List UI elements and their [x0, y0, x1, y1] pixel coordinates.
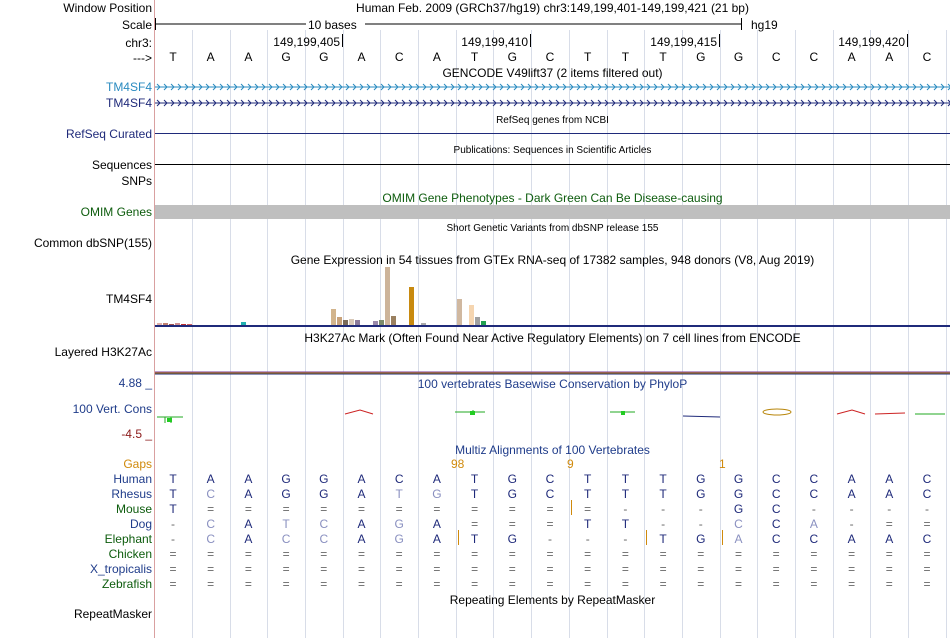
gtex-expression-chart[interactable]	[155, 265, 950, 329]
gtex-tissue-bar[interactable]	[349, 319, 354, 325]
alignment-base-dog: T	[584, 517, 592, 531]
alignment-base-dog: A	[432, 517, 441, 531]
alignment-base-elephant: A	[734, 532, 743, 546]
alignment-base-mouse: -	[925, 502, 929, 516]
alignment-base-dog: =	[471, 517, 479, 531]
alignment-base-dog: A	[357, 517, 366, 531]
alignment-base-mouse: =	[584, 502, 592, 516]
alignment-base-human: C	[545, 472, 555, 486]
alignment-base-elephant: T	[659, 532, 667, 546]
alignment-base-chicken: =	[282, 547, 290, 561]
sequences-line	[155, 164, 950, 165]
gencode-gene-label-2[interactable]: TM4SF4	[105, 96, 152, 110]
alignment-base-xtrop: =	[584, 562, 592, 576]
ruler-tick-label: 149,199,405	[273, 35, 340, 49]
alignment-base-elephant: A	[432, 532, 441, 546]
alignment-base-rhesus: G	[507, 487, 517, 501]
alignment-base-chicken: =	[320, 547, 328, 561]
gtex-track-label[interactable]: TM4SF4	[105, 292, 152, 306]
alignment-base-zebrafish: =	[697, 577, 705, 591]
reference-base: G	[696, 50, 706, 64]
alignment-base-mouse: T	[169, 502, 177, 516]
alignment-base-xtrop: =	[659, 562, 667, 576]
alignment-base-chicken: =	[357, 547, 365, 561]
reference-base: T	[470, 50, 479, 64]
alignment-base-rhesus: A	[847, 487, 856, 501]
conservation-track-title: 100 vertebrates Basewise Conservation by PhyloP	[417, 377, 688, 391]
chromosome-label: chr3:	[125, 36, 152, 50]
alignment-base-elephant: C	[281, 532, 291, 546]
alignment-base-rhesus: T	[584, 487, 592, 501]
gtex-tissue-bar[interactable]	[331, 309, 336, 325]
gtex-tissue-bar[interactable]	[385, 267, 390, 325]
alignment-base-zebrafish: =	[395, 577, 403, 591]
gtex-tissue-bar[interactable]	[469, 305, 474, 325]
alignment-base-chicken: =	[433, 547, 441, 561]
strand-arrow-label: --->	[133, 51, 152, 65]
alignment-base-rhesus: T	[659, 487, 667, 501]
alignment-base-chicken: =	[207, 547, 215, 561]
gap-count-3: 1	[719, 457, 726, 471]
h3k27ac-track-label[interactable]: Layered H3K27Ac	[54, 345, 152, 359]
alignment-base-human: T	[169, 472, 177, 486]
alignment-base-human: T	[621, 472, 630, 486]
species-label-mouse: Mouse	[115, 502, 152, 516]
alignment-base-human: G	[733, 472, 744, 486]
alignment-base-elephant: -	[548, 532, 552, 546]
alignment-base-xtrop: =	[923, 562, 931, 576]
alignment-base-rhesus: T	[169, 487, 177, 501]
alignment-base-rhesus: C	[809, 487, 819, 501]
alignment-base-chicken: =	[923, 547, 931, 561]
alignment-base-xtrop: =	[357, 562, 365, 576]
gtex-tissue-bar[interactable]	[475, 317, 480, 325]
alignment-base-dog: T	[282, 517, 290, 531]
alignment-base-dog: C	[206, 517, 216, 531]
alignment-base-chicken: =	[508, 547, 516, 561]
cons-min-label: -4.5 _	[121, 427, 152, 441]
alignment-base-chicken: =	[621, 547, 629, 561]
alignment-base-rhesus: T	[395, 487, 403, 501]
alignment-base-rhesus: T	[470, 487, 479, 501]
reference-base: T	[659, 50, 667, 64]
snps-track-label[interactable]: SNPs	[121, 174, 152, 188]
gtex-tissue-bar[interactable]	[457, 299, 462, 325]
species-label-chicken: Chicken	[108, 547, 152, 561]
h3k27ac-signal[interactable]	[155, 370, 950, 376]
alignment-base-zebrafish: =	[734, 577, 742, 591]
alignment-base-chicken: =	[810, 547, 818, 561]
alignment-base-human: G	[696, 472, 706, 486]
alignment-base-human: T	[659, 472, 667, 486]
alignment-base-human: A	[847, 472, 856, 486]
alignment-base-chicken: =	[885, 547, 893, 561]
alignment-base-zebrafish: =	[320, 577, 328, 591]
alignment-base-dog: =	[546, 517, 554, 531]
alignment-base-dog: =	[508, 517, 516, 531]
alignment-base-zebrafish: =	[508, 577, 516, 591]
alignment-base-zebrafish: =	[471, 577, 479, 591]
gtex-tissue-bar[interactable]	[187, 324, 192, 325]
alignment-base-elephant: C	[206, 532, 216, 546]
multiz-track-title: Multiz Alignments of 100 Vertebrates	[455, 443, 650, 457]
alignment-base-mouse: -	[849, 502, 854, 516]
alignment-base-human: C	[809, 472, 819, 486]
track-area[interactable]	[155, 0, 950, 638]
ruler-tick-label: 149,199,410	[461, 35, 528, 49]
alignment-base-dog: G	[394, 517, 404, 531]
alignment-base-mouse: -	[661, 502, 666, 516]
alignment-base-zebrafish: =	[244, 577, 252, 591]
alignment-base-zebrafish: =	[584, 577, 592, 591]
gtex-tissue-bar[interactable]	[169, 324, 174, 325]
alignment-base-dog: C	[734, 517, 743, 531]
ruler-tick-mark	[342, 34, 343, 47]
alignment-base-zebrafish: =	[357, 577, 365, 591]
alignment-base-human: A	[357, 472, 366, 486]
scale-bar-text: 10 bases	[308, 18, 357, 32]
alignment-base-rhesus: G	[319, 487, 329, 501]
alignment-base-dog: A	[244, 517, 253, 531]
reference-base: G	[281, 50, 291, 64]
alignment-base-mouse: =	[433, 502, 441, 516]
alignment-base-dog: -	[698, 517, 703, 531]
alignment-base-dog: C	[319, 517, 329, 531]
gap-count-2: 9	[567, 457, 574, 471]
gtex-tissue-bar[interactable]	[421, 323, 426, 325]
alignment-base-mouse: =	[207, 502, 215, 516]
reference-base: A	[357, 50, 366, 64]
gtex-tissue-bar[interactable]	[157, 323, 162, 325]
alignment-base-mouse: =	[471, 502, 479, 516]
window-position-text: Human Feb. 2009 (GRCh37/hg19) chr3:149,199,401-149,199,421 (21 bp)	[356, 1, 749, 15]
alignment-base-dog: A	[809, 517, 818, 531]
alignment-base-zebrafish: =	[169, 577, 177, 591]
alignment-base-elephant: A	[244, 532, 253, 546]
gencode-gene-label-1[interactable]: TM4SF4	[105, 80, 152, 94]
refseq-track-title: RefSeq genes from NCBI	[496, 115, 609, 126]
alignment-base-dog: =	[923, 517, 931, 531]
ruler-tick-label: 149,199,415	[650, 35, 717, 49]
alignment-base-rhesus: C	[922, 487, 932, 501]
reference-base: A	[885, 50, 894, 64]
alignment-base-dog: =	[885, 517, 893, 531]
omim-track-label[interactable]: OMIM Genes	[80, 205, 152, 219]
gaps-label: Gaps	[123, 457, 152, 471]
reference-base: C	[771, 50, 781, 64]
alignment-base-xtrop: =	[433, 562, 441, 576]
alignment-base-zebrafish: =	[282, 577, 290, 591]
reference-base: A	[432, 50, 441, 64]
refseq-track-label[interactable]: RefSeq Curated	[65, 127, 152, 141]
alignment-base-rhesus: G	[696, 487, 706, 501]
alignment-base-elephant: A	[357, 532, 366, 546]
alignment-base-xtrop: =	[508, 562, 516, 576]
alignment-base-elephant: A	[885, 532, 894, 546]
repeatmasker-track-label[interactable]: RepeatMasker	[73, 607, 152, 621]
alignment-base-chicken: =	[659, 547, 667, 561]
alignment-base-xtrop: =	[169, 562, 177, 576]
reference-base: A	[847, 50, 856, 64]
alignment-base-mouse: =	[395, 502, 403, 516]
gtex-tissue-bar[interactable]	[481, 321, 486, 325]
alignment-base-human: C	[394, 472, 404, 486]
reference-base: C	[545, 50, 555, 64]
omim-track-title: OMIM Gene Phenotypes - Dark Green Can Be Disease-causing	[382, 191, 723, 205]
alignment-base-human: G	[507, 472, 517, 486]
alignment-base-xtrop: =	[734, 562, 742, 576]
alignment-base-mouse: =	[320, 502, 328, 516]
gencode-gene-models[interactable]	[155, 81, 950, 111]
species-label-rhesus: Rhesus	[111, 487, 152, 501]
refseq-line	[155, 133, 950, 134]
alignment-base-elephant: G	[696, 532, 706, 546]
alignment-base-human: T	[584, 472, 592, 486]
alignment-base-human: A	[432, 472, 441, 486]
gtex-tissue-bar[interactable]	[163, 323, 168, 325]
alignment-base-zebrafish: =	[923, 577, 931, 591]
alignment-base-mouse: =	[357, 502, 365, 516]
alignment-base-zebrafish: =	[848, 577, 856, 591]
reference-base: G	[507, 50, 517, 64]
sequences-track-label[interactable]: Sequences	[91, 158, 152, 172]
alignment-base-dog: -	[661, 517, 666, 531]
alignment-base-dog: -	[171, 517, 175, 531]
alignment-base-elephant: G	[394, 532, 404, 546]
alignment-base-chicken: =	[244, 547, 252, 561]
alignment-base-mouse: =	[244, 502, 252, 516]
track-labels	[0, 0, 154, 638]
alignment-base-rhesus: C	[545, 487, 555, 501]
gtex-tissue-bar[interactable]	[175, 323, 180, 325]
ruler-tick-mark	[530, 34, 531, 47]
alignment-base-elephant: C	[922, 532, 932, 546]
alignment-base-human: C	[771, 472, 781, 486]
ruler-tick-label: 149,199,420	[838, 35, 905, 49]
reference-base: T	[584, 50, 592, 64]
alignment-base-mouse: =	[282, 502, 290, 516]
alignment-base-zebrafish: =	[772, 577, 780, 591]
reference-base: G	[733, 50, 744, 64]
alignment-base-human: G	[281, 472, 291, 486]
alignment-base-xtrop: =	[697, 562, 705, 576]
alignment-base-zebrafish: =	[885, 577, 893, 591]
alignment-base-xtrop: =	[848, 562, 856, 576]
alignment-base-rhesus: C	[771, 487, 781, 501]
alignment-base-xtrop: =	[207, 562, 215, 576]
gap-count-1: 98	[451, 457, 465, 471]
alignment-base-xtrop: =	[244, 562, 252, 576]
species-label-dog: Dog	[129, 517, 152, 531]
alignment-base-chicken: =	[546, 547, 554, 561]
alignment-base-human: C	[922, 472, 932, 486]
alignment-base-human: A	[206, 472, 215, 486]
alignment-base-mouse: -	[887, 502, 892, 516]
alignment-base-dog: C	[771, 517, 781, 531]
alignment-base-rhesus: A	[244, 487, 253, 501]
alignment-base-chicken: =	[471, 547, 479, 561]
gtex-track-title: Gene Expression in 54 tissues from GTEx RNA-seq of 17382 samples, 948 donors (V8, Aug 2019)	[290, 253, 815, 267]
alignment-base-xtrop: =	[471, 562, 479, 576]
scale-bar	[155, 14, 950, 36]
gtex-tissue-bar[interactable]	[181, 324, 186, 325]
alignment-base-mouse: G	[733, 502, 744, 516]
reference-base: C	[394, 50, 404, 64]
gtex-tissue-bar[interactable]	[373, 321, 378, 325]
alignment-base-elephant: -	[171, 532, 175, 546]
gtex-tissue-bar[interactable]	[391, 316, 396, 325]
conservation-signal[interactable]	[155, 400, 950, 430]
publications-track-title: Publications: Sequences in Scientific Articles	[453, 145, 652, 156]
alignment-base-xtrop: =	[282, 562, 290, 576]
alignment-base-mouse: C	[771, 502, 781, 516]
gtex-tissue-bar[interactable]	[355, 320, 360, 325]
assembly-label: hg19	[751, 18, 778, 32]
gtex-tissue-bar[interactable]	[337, 317, 342, 325]
reference-base: T	[169, 50, 177, 64]
ruler-tick-mark	[719, 34, 720, 47]
alignment-base-elephant: T	[470, 532, 479, 546]
alignment-base-zebrafish: =	[810, 577, 818, 591]
gencode-track-title: GENCODE V49lift37 (2 items filtered out)	[442, 66, 663, 80]
ruler-tick-mark	[907, 34, 908, 47]
alignment-base-chicken: =	[169, 547, 177, 561]
alignment-base-elephant: G	[507, 532, 517, 546]
alignment-base-chicken: =	[584, 547, 592, 561]
alignment-base-rhesus: G	[432, 487, 442, 501]
alignment-base-chicken: =	[697, 547, 705, 561]
cons-track-label[interactable]: 100 Vert. Cons	[72, 402, 152, 416]
species-label-xtropicalis: X_tropicalis	[89, 562, 152, 576]
alignment-base-elephant: C	[809, 532, 819, 546]
alignment-base-chicken: =	[772, 547, 780, 561]
alignment-base-mouse: =	[508, 502, 516, 516]
gtex-tissue-bar[interactable]	[379, 320, 384, 325]
alignment-base-rhesus: A	[885, 487, 894, 501]
alignment-base-elephant: A	[847, 532, 856, 546]
gtex-tissue-bar[interactable]	[241, 322, 246, 325]
alignment-base-zebrafish: =	[433, 577, 441, 591]
alignment-base-rhesus: T	[621, 487, 630, 501]
alignment-base-chicken: =	[395, 547, 403, 561]
alignment-base-zebrafish: =	[621, 577, 629, 591]
scale-label: Scale	[121, 18, 152, 32]
alignment-base-human: A	[885, 472, 894, 486]
window-position-label: Window Position	[63, 1, 152, 15]
species-label-elephant: Elephant	[104, 532, 152, 546]
alignment-base-elephant: -	[623, 532, 628, 546]
omim-bar[interactable]	[155, 205, 950, 219]
alignment-base-rhesus: C	[206, 487, 216, 501]
alignment-base-human: G	[319, 472, 329, 486]
alignment-base-rhesus: G	[733, 487, 744, 501]
alignment-base-xtrop: =	[885, 562, 893, 576]
alignment-base-dog: -	[849, 517, 854, 531]
reference-base: C	[809, 50, 819, 64]
alignment-base-elephant: C	[771, 532, 781, 546]
alignment-base-rhesus: G	[281, 487, 291, 501]
alignment-base-xtrop: =	[320, 562, 328, 576]
reference-base: A	[206, 50, 215, 64]
alignment-base-elephant: -	[585, 532, 590, 546]
gtex-tissue-bar[interactable]	[409, 287, 414, 325]
reference-base: C	[922, 50, 932, 64]
gtex-tissue-bar[interactable]	[343, 320, 348, 325]
alignment-base-human: A	[244, 472, 253, 486]
alignment-base-mouse: -	[811, 502, 816, 516]
alignment-base-mouse: =	[546, 502, 554, 516]
alignment-base-zebrafish: =	[207, 577, 215, 591]
alignment-base-dog: T	[621, 517, 630, 531]
alignment-base-human: T	[470, 472, 479, 486]
reference-base: T	[621, 50, 630, 64]
species-label-zebrafish: Zebrafish	[101, 577, 152, 591]
alignment-base-xtrop: =	[621, 562, 629, 576]
dbsnp-track-title: Short Genetic Variants from dbSNP release 155	[446, 223, 659, 234]
h3k27ac-track-title: H3K27Ac Mark (Often Found Near Active Regulatory Elements) on 7 cell lines from ENCODE	[304, 331, 801, 345]
alignment-base-xtrop: =	[772, 562, 780, 576]
alignment-base-mouse: -	[623, 502, 628, 516]
alignment-base-xtrop: =	[546, 562, 554, 576]
species-label-human: Human	[113, 472, 152, 486]
alignment-base-rhesus: A	[357, 487, 366, 501]
alignment-base-elephant: C	[319, 532, 329, 546]
dbsnp-track-label[interactable]: Common dbSNP(155)	[33, 236, 152, 250]
alignment-base-mouse: -	[698, 502, 703, 516]
alignment-base-xtrop: =	[395, 562, 403, 576]
alignment-base-zebrafish: =	[659, 577, 667, 591]
alignment-base-chicken: =	[848, 547, 856, 561]
alignment-base-xtrop: =	[810, 562, 818, 576]
repeatmasker-track-title: Repeating Elements by RepeatMasker	[449, 593, 656, 607]
cons-max-label: 4.88 _	[118, 376, 152, 390]
reference-base: G	[319, 50, 329, 64]
alignment-base-chicken: =	[734, 547, 742, 561]
reference-base: A	[244, 50, 253, 64]
alignment-base-zebrafish: =	[546, 577, 554, 591]
